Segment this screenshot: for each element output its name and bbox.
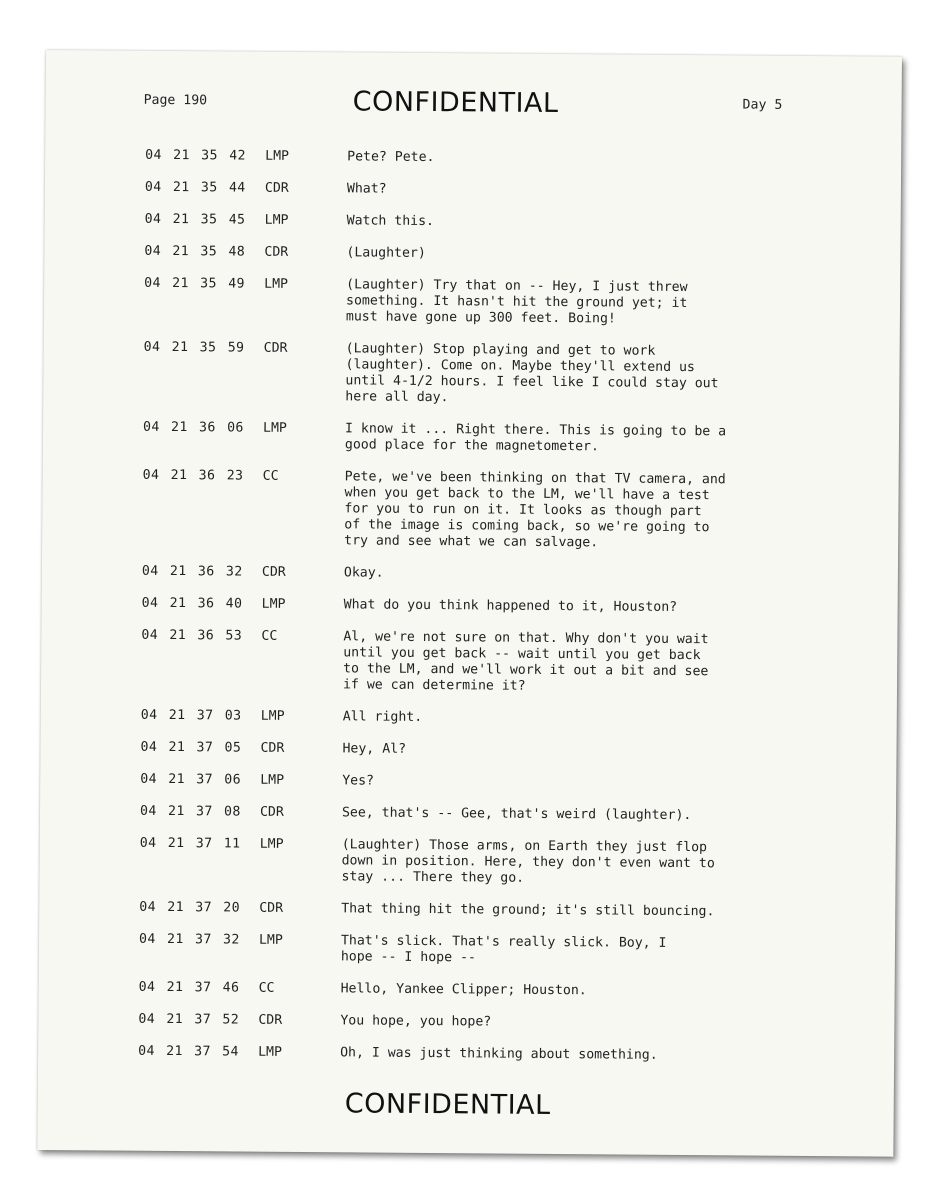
entry-timestamp: 04 21 36 53 xyxy=(141,627,243,644)
entry-timestamp: 04 21 35 59 xyxy=(143,339,245,356)
entry-timestamp: 04 21 35 49 xyxy=(144,275,245,292)
entry-speaker: LMP xyxy=(264,212,289,228)
entry-text: Pete? Pete. xyxy=(347,149,435,166)
entry-timestamp: 04 21 36 06 xyxy=(142,419,244,436)
entry-speaker: CDR xyxy=(264,180,289,196)
day-label: Day 5 xyxy=(742,97,783,113)
transcript-entry xyxy=(45,211,901,230)
transcript-entry xyxy=(41,739,897,757)
entry-text: That thing hit the ground; it's still bouncing. xyxy=(341,901,715,920)
entry-text: (Laughter) Try that on -- Hey, I just threw something. It hasn't hit the ground yet; it must have gone up 300 feet. Boing! xyxy=(345,277,688,327)
entry-speaker: CDR xyxy=(260,740,285,756)
entry-timestamp: 04 21 37 52 xyxy=(138,1011,240,1028)
entry-speaker: CDR xyxy=(263,340,288,356)
entry-timestamp: 04 21 37 54 xyxy=(138,1043,239,1060)
entry-timestamp: 04 21 35 44 xyxy=(144,179,246,196)
entry-speaker: LMP xyxy=(260,772,285,788)
entry-timestamp: 04 21 35 42 xyxy=(145,147,246,164)
entry-text: Hey, Al? xyxy=(342,741,407,757)
transcript-entry xyxy=(39,979,895,999)
page-number: Page 190 xyxy=(143,92,208,109)
entry-speaker: CDR xyxy=(258,1012,283,1028)
entry-speaker: LMP xyxy=(259,836,284,852)
entry-timestamp: 04 21 37 20 xyxy=(139,899,241,916)
transcript-entry xyxy=(43,467,899,551)
entry-text: All right. xyxy=(342,709,423,725)
entry-speaker: CC xyxy=(261,628,278,644)
transcript-entry xyxy=(39,899,895,920)
transcript-entry xyxy=(44,339,900,406)
transcript-entry xyxy=(39,931,895,966)
entry-speaker: LMP xyxy=(258,932,283,948)
entry-timestamp: 04 21 36 23 xyxy=(142,467,244,484)
transcript-entry xyxy=(38,1043,894,1063)
transcript-entry xyxy=(42,563,898,581)
transcript-entry xyxy=(45,179,901,197)
entry-timestamp: 04 21 37 11 xyxy=(139,835,241,852)
entry-speaker: CC xyxy=(262,468,279,484)
entry-text: See, that's -- Gee, that's weird (laughter). xyxy=(341,805,692,824)
transcript-entry xyxy=(43,419,899,455)
entry-timestamp: 04 21 37 46 xyxy=(138,979,240,996)
header-classification: CONFIDENTIAL xyxy=(352,86,559,120)
entry-text: Okay. xyxy=(343,565,384,581)
entry-text: (Laughter) Those arms, on Earth they just flop down in position. Here, they don't even want to stay ... There they go. xyxy=(341,837,715,886)
transcript-page xyxy=(37,50,902,1157)
entry-speaker: CDR xyxy=(261,564,286,580)
entry-speaker: LMP xyxy=(262,420,287,436)
entry-timestamp: 04 21 36 40 xyxy=(141,595,243,612)
entry-speaker: LMP xyxy=(265,148,290,164)
entry-text: Yes? xyxy=(342,773,375,789)
transcript-entry xyxy=(44,275,900,327)
transcript-entry xyxy=(44,243,900,261)
entry-text: What do you think happened to it, Houston? xyxy=(343,597,678,615)
entry-text: Al, we're not sure on that. Why don't you wait until you get back -- wait until you get back to the LM, and we'll work it out a bit and see if we can determine it? xyxy=(342,629,709,694)
transcript-entry xyxy=(40,771,896,789)
entry-speaker: CC xyxy=(258,980,275,996)
transcript-entry xyxy=(38,1011,894,1030)
entry-timestamp: 04 21 37 05 xyxy=(140,739,242,756)
entry-text: Oh, I was just thinking about something. xyxy=(340,1045,658,1063)
entry-text: I know it ... Right there. This is going to be a good place for the magnetometer. xyxy=(344,421,727,455)
entry-speaker: LMP xyxy=(261,596,286,612)
entry-timestamp: 04 21 37 03 xyxy=(140,707,242,724)
entry-text: What? xyxy=(346,181,387,197)
entry-text: (Laughter) Stop playing and get to work (laughter). Come on. Maybe they'll extend us until 4-1/2 hours. I feel like I could stay out here all day. xyxy=(345,341,719,406)
transcript-entry xyxy=(40,835,896,886)
transcript-entry xyxy=(42,595,898,615)
entry-timestamp: 04 21 37 06 xyxy=(140,771,242,788)
entry-speaker: CDR xyxy=(259,804,284,820)
entry-text: (Laughter) xyxy=(346,245,426,261)
entry-timestamp: 04 21 37 32 xyxy=(138,931,240,948)
entry-text: You hope, you hope? xyxy=(340,1013,492,1030)
entry-speaker: LMP xyxy=(264,276,289,292)
entry-speaker: LMP xyxy=(260,708,285,724)
footer-classification: CONFIDENTIAL xyxy=(344,1088,551,1121)
entry-speaker: CDR xyxy=(264,244,289,260)
entry-text: Pete, we've been thinking on that TV camera, and when you get back to the LM, we'll have a test for you to run on it. It looks as though part of the image is coming back, so we're going to try and see what we can salvage. xyxy=(344,469,726,551)
transcript-entry xyxy=(41,707,897,725)
entry-speaker: CDR xyxy=(259,900,284,916)
entry-timestamp: 04 21 37 08 xyxy=(139,803,241,820)
entry-speaker: LMP xyxy=(258,1044,283,1060)
entry-timestamp: 04 21 35 48 xyxy=(144,243,246,260)
entry-timestamp: 04 21 36 32 xyxy=(141,563,243,580)
entry-timestamp: 04 21 35 45 xyxy=(144,211,246,228)
entry-text: Hello, Yankee Clipper; Houston. xyxy=(340,981,587,999)
entry-text: That's slick. That's really slick. Boy, I hope -- I hope -- xyxy=(340,933,667,966)
transcript-entry xyxy=(40,803,896,824)
transcript-entry xyxy=(41,627,897,694)
transcript-entry xyxy=(45,147,901,166)
entry-text: Watch this. xyxy=(346,213,435,230)
